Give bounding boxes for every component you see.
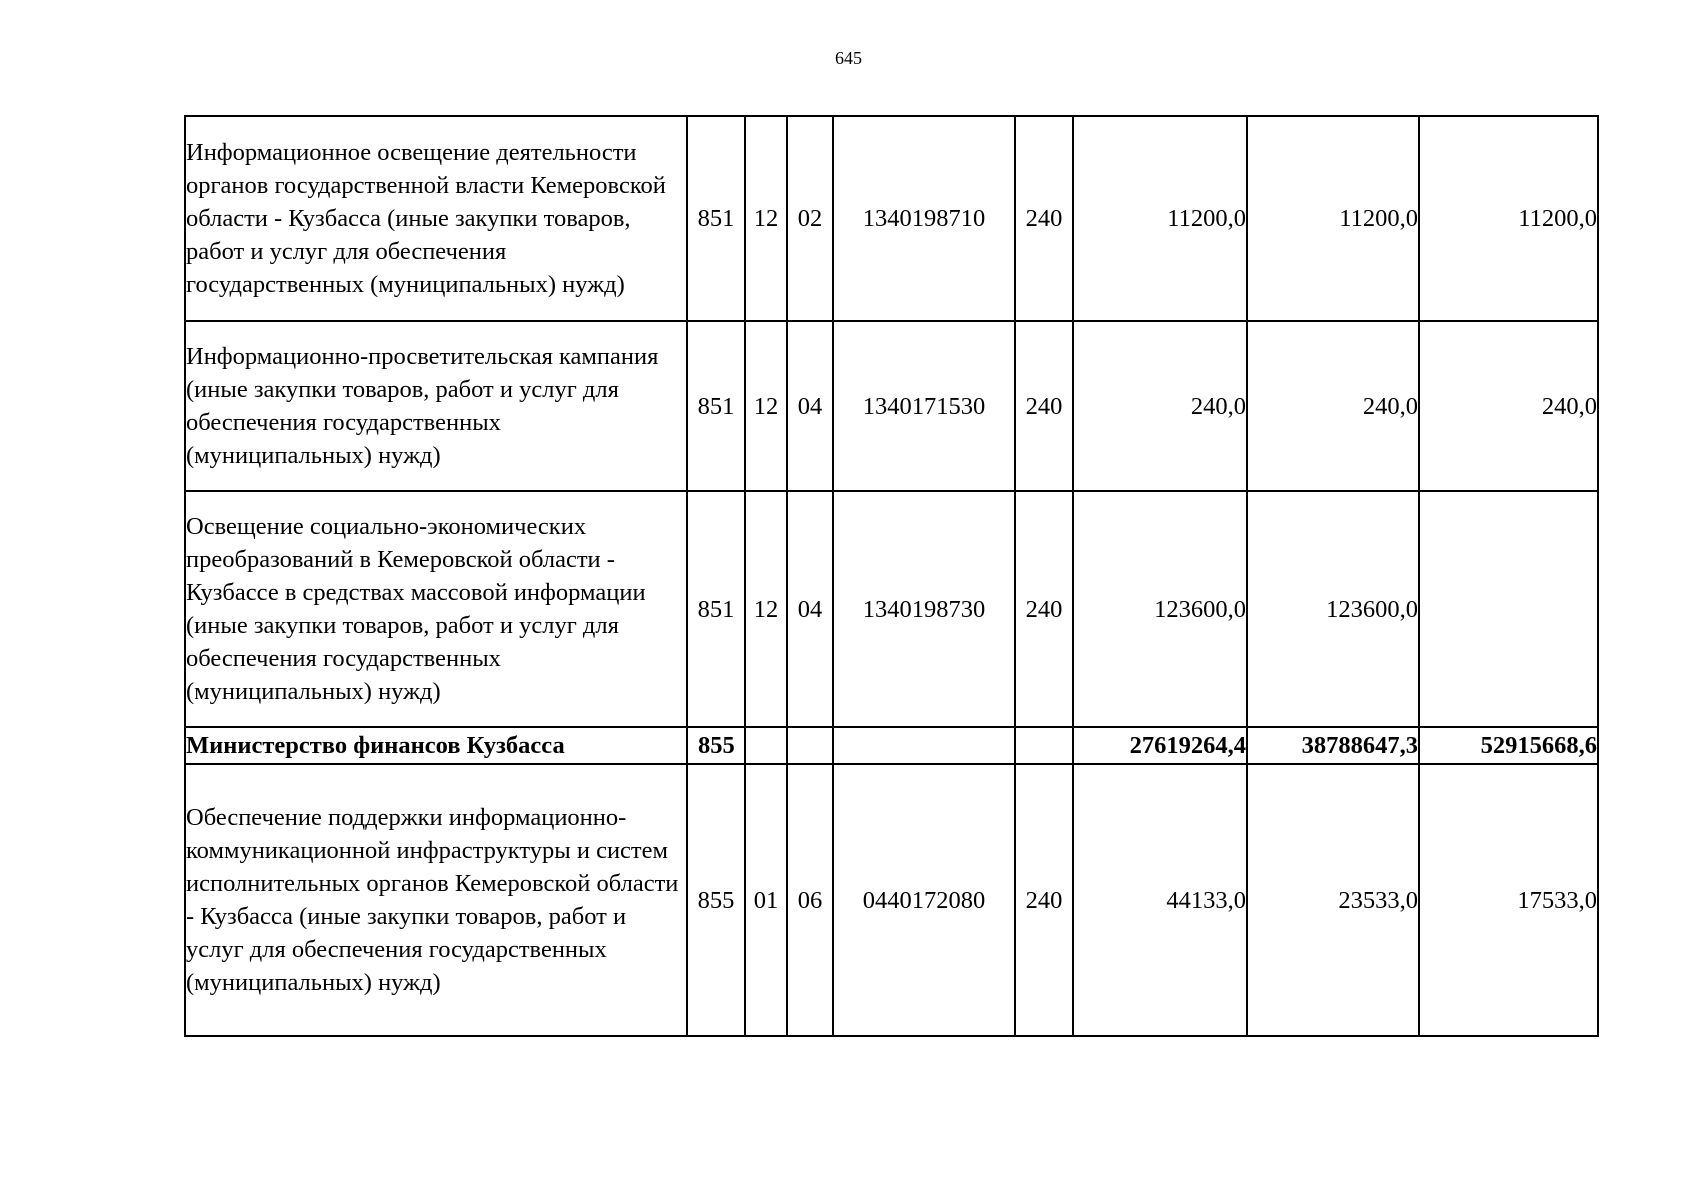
subsection-code: 04	[787, 491, 833, 727]
expense-type-code: 240	[1015, 764, 1073, 1036]
amount-year-1: 11200,0	[1073, 116, 1247, 321]
subsection-code: 02	[787, 116, 833, 321]
amount-year-3: 52915668,6	[1419, 727, 1598, 764]
row-description: Информационно-просветительская кампания (иные закупки товаров, работ и услуг для обеспечения государственных (муниципальных) нужд)	[185, 321, 687, 491]
table-row	[185, 116, 1598, 321]
amount-year-1: 240,0	[1073, 321, 1247, 491]
amount-year-1: 44133,0	[1073, 764, 1247, 1036]
table-row	[185, 764, 1598, 1036]
ministry-code: 851	[687, 321, 745, 491]
expense-type-code: 240	[1015, 116, 1073, 321]
expense-type-code: 240	[1015, 321, 1073, 491]
expense-type-code: 240	[1015, 491, 1073, 727]
ministry-code: 851	[687, 116, 745, 321]
target-article-code: 0440172080	[833, 764, 1015, 1036]
subsection-code: 04	[787, 321, 833, 491]
budget-table	[184, 115, 1599, 1037]
ministry-code: 855	[687, 727, 745, 764]
amount-year-3: 17533,0	[1419, 764, 1598, 1036]
target-article-code	[833, 727, 1015, 764]
subsection-code: 06	[787, 764, 833, 1036]
target-article-code: 1340198730	[833, 491, 1015, 727]
section-code	[745, 727, 787, 764]
amount-year-3: 240,0	[1419, 321, 1598, 491]
amount-year-2: 123600,0	[1247, 491, 1419, 727]
row-description: Министерство финансов Кузбасса	[185, 727, 687, 764]
amount-year-1: 123600,0	[1073, 491, 1247, 727]
table-row-department-total	[185, 727, 1598, 764]
section-code: 12	[745, 116, 787, 321]
target-article-code: 1340171530	[833, 321, 1015, 491]
ministry-code: 851	[687, 491, 745, 727]
page-number: 645	[835, 48, 862, 68]
section-code: 12	[745, 491, 787, 727]
row-description: Освещение социально-экономических преобразований в Кемеровской области - Кузбассе в средствах массовой информации (иные закупки товаров, работ и услуг для обеспечения государственных (муниципальных) нужд)	[185, 491, 687, 727]
amount-year-2: 38788647,3	[1247, 727, 1419, 764]
amount-year-2: 23533,0	[1247, 764, 1419, 1036]
row-description: Информационное освещение деятельности органов государственной власти Кемеровской области - Кузбасса (иные закупки товаров, работ и услуг для обеспечения государственных (муниципальных) нужд)	[185, 116, 687, 321]
subsection-code	[787, 727, 833, 764]
amount-year-3	[1419, 491, 1598, 727]
expense-type-code	[1015, 727, 1073, 764]
amount-year-1: 27619264,4	[1073, 727, 1247, 764]
target-article-code: 1340198710	[833, 116, 1015, 321]
section-code: 12	[745, 321, 787, 491]
table-row	[185, 321, 1598, 491]
ministry-code: 855	[687, 764, 745, 1036]
table-row	[185, 491, 1598, 727]
amount-year-3: 11200,0	[1419, 116, 1598, 321]
amount-year-2: 240,0	[1247, 321, 1419, 491]
section-code: 01	[745, 764, 787, 1036]
amount-year-2: 11200,0	[1247, 116, 1419, 321]
row-description: Обеспечение поддержки информационно-коммуникационной инфраструктуры и систем исполнительных органов Кемеровской области - Кузбасса (иные закупки товаров, работ и услуг для обеспечения государственных (муниципальных) нужд)	[185, 764, 687, 1036]
